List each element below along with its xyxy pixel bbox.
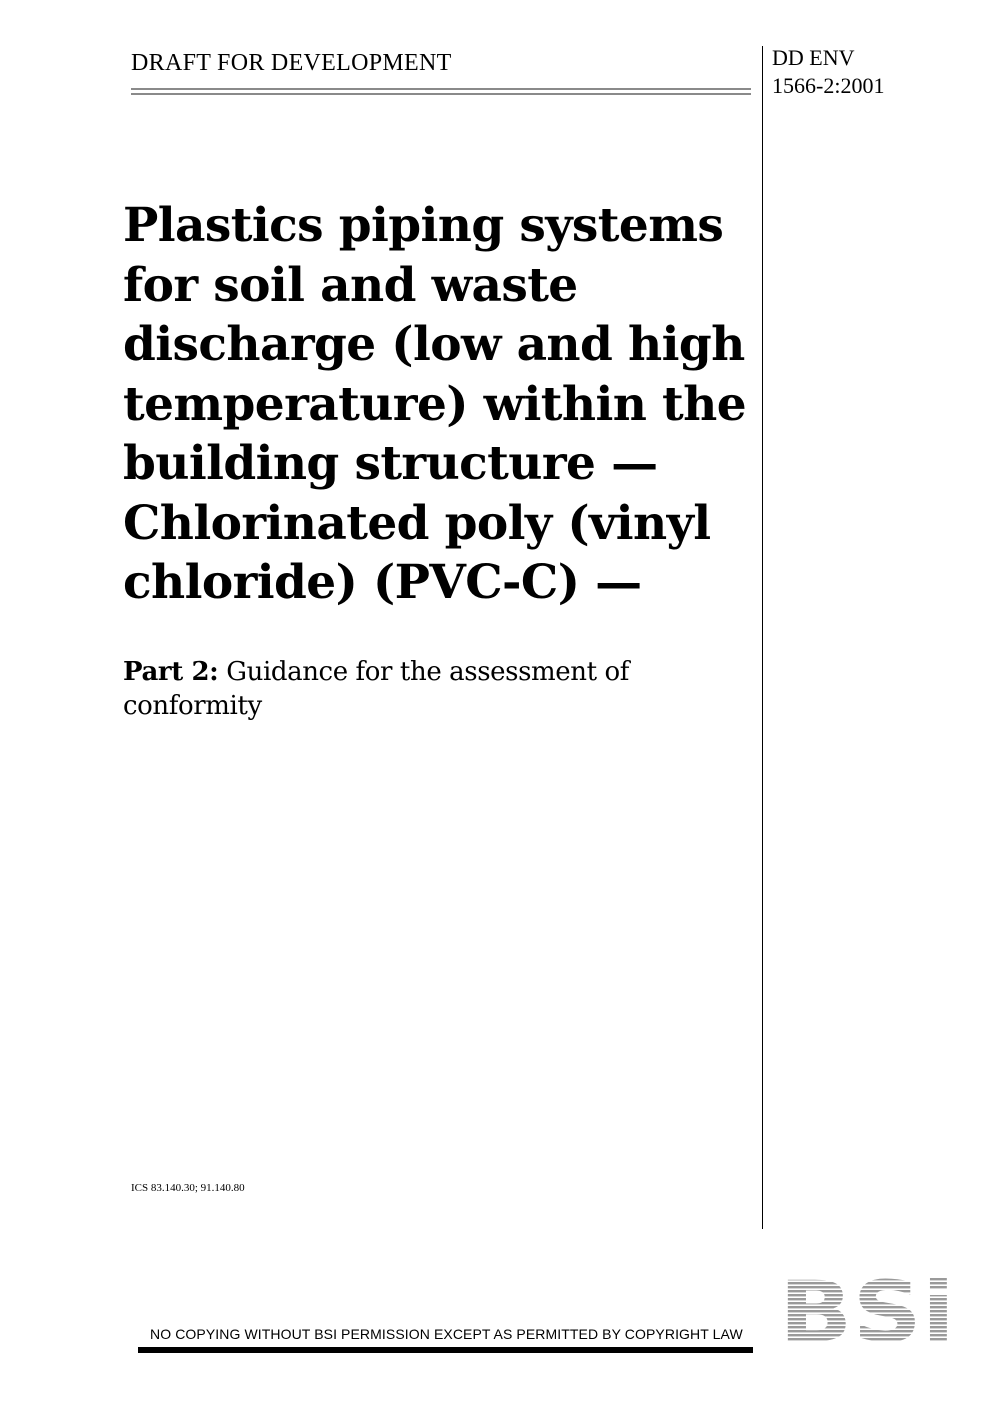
title-line: building structure — (123, 436, 658, 491)
document-status-label: DRAFT FOR DEVELOPMENT (131, 50, 452, 76)
document-title (123, 196, 753, 613)
document-number (772, 44, 884, 100)
document-subtitle (123, 655, 753, 723)
bsi-logo (779, 1278, 955, 1344)
title-line: Plastics piping systems (123, 198, 724, 253)
document-number-line-2: 1566-2:2001 (772, 73, 885, 98)
ics-code: ICS 83.140.30; 91.140.80 (131, 1182, 245, 1194)
subtitle-line: conformity (123, 691, 262, 721)
subtitle-text: Guidance for the assessment of (218, 657, 630, 687)
subtitle-line (123, 655, 753, 689)
document-number-line-1: DD ENV (772, 45, 855, 70)
vertical-divider (762, 46, 763, 1229)
title-line: Chlorinated poly (vinyl (123, 495, 711, 551)
footer-rule (138, 1347, 753, 1353)
copyright-notice: NO COPYING WITHOUT BSI PERMISSION EXCEPT AS PERMITTED BY COPYRIGHT LAW (150, 1326, 743, 1342)
header-rule (131, 88, 751, 90)
svg-text:BSi: BSi (779, 1278, 955, 1344)
title-line: chloride) (PVC-C) — (123, 555, 642, 610)
header-rules (131, 88, 751, 98)
header-rule (131, 93, 751, 95)
title-line: discharge (low and high (123, 317, 745, 372)
title-line: temperature) within the (123, 376, 747, 432)
subtitle-part-number: Part 2: (123, 657, 219, 687)
title-line: for soil and waste (123, 257, 578, 313)
